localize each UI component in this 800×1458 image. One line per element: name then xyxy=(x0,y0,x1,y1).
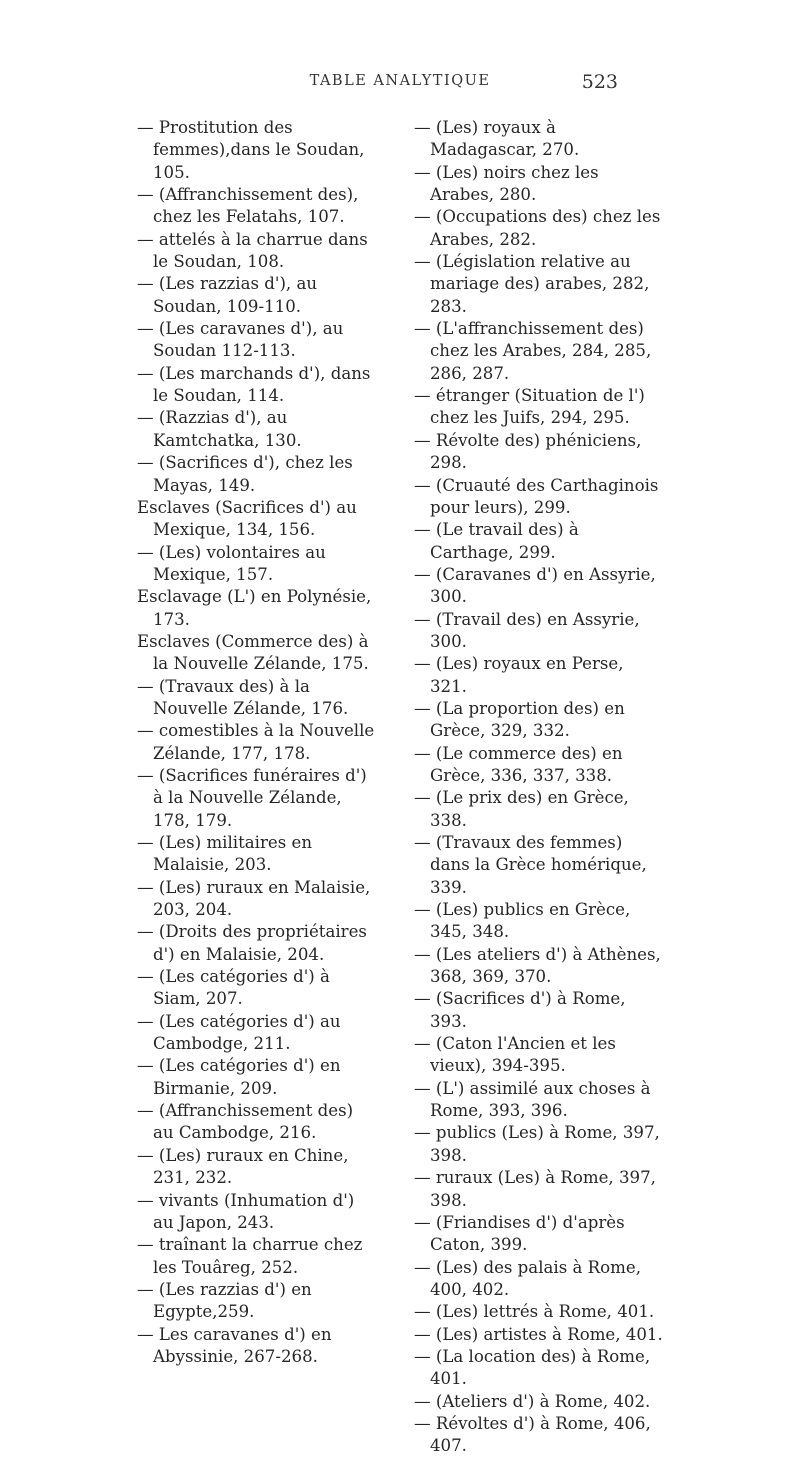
index-entry: — (L') assimilé aux choses à Rome, 393, 396. xyxy=(414,1078,651,1121)
index-entry: — (Les) artistes à Rome, 401. xyxy=(414,1324,663,1344)
index-entry: — (Les) ruraux en Chine, 231, 232. xyxy=(137,1145,349,1188)
index-entry: — (Friandises d') d'après Caton, 399. xyxy=(414,1212,625,1255)
index-entry: — (L'affranchissement des) chez les Arabes, 284, 285, 286, 287. xyxy=(414,319,652,383)
index-entry: — (Occupations des) chez les Arabes, 282. xyxy=(414,207,661,249)
index-entry: — publics (Les) à Rome, 397, 398. xyxy=(414,1123,660,1165)
index-entry: — vivants (Inhumation d') au Japon, 243. xyxy=(137,1190,355,1232)
left-column xyxy=(137,117,377,1368)
index-entry: — (Les catégories d') en Birmanie, 209. xyxy=(137,1056,341,1098)
index-entry: — (Le travail des) à Carthage, 299. xyxy=(414,520,579,562)
index-entry: — (Les marchands d'), dans le Soudan, 114. xyxy=(137,363,371,406)
index-entry: — (Travail des) en Assyrie, 300. xyxy=(414,609,640,651)
index-entry: — (La proportion des) en Grèce, 329, 332. xyxy=(414,698,625,741)
index-entry: — (Les) publics en Grèce, 345, 348. xyxy=(414,900,631,942)
index-entry: — (Droits des propriétaires d') en Malaisie, 204. xyxy=(137,922,367,964)
index-entry: — (Travaux des) à la Nouvelle Zélande, 176. xyxy=(137,676,349,718)
index-entry: — Prostitution des femmes),dans le Soudan, 105. xyxy=(137,118,365,182)
index-entry: — (Caton l'Ancien et les vieux), 394-395. xyxy=(414,1034,616,1076)
index-entry: Esclavage (L') en Polynésie, 173. xyxy=(137,587,372,629)
index-entry: — Les caravanes d') en Abyssinie, 267-268. xyxy=(137,1324,332,1366)
index-entry: — (Les catégories d') au Cambodge, 211. xyxy=(137,1011,341,1054)
index-entry: — (Sacrifices d'), chez les Mayas, 149. xyxy=(137,453,353,495)
index-entry: — (Razzias d'), au Kamtchatka, 130. xyxy=(137,408,302,450)
index-entry: — (Affranchissement des) au Cambodge, 216. xyxy=(137,1101,354,1143)
index-entry: — (Travaux des femmes) dans la Grèce homérique, 339. xyxy=(414,833,647,897)
index-entry: — (Le commerce des) en Grèce, 336, 337, 338. xyxy=(414,743,623,785)
index-entry: — (Sacrifices d') à Rome, 393. xyxy=(414,989,626,1031)
index-entry: — (Sacrifices funéraires d') à la Nouvelle Zélande, 178, 179. xyxy=(137,765,367,830)
index-entry: — (Caravanes d') en Assyrie, 300. xyxy=(414,564,656,607)
index-entry: — (Les) militaires en Malaisie, 203. xyxy=(137,833,313,875)
index-entry: Esclaves (Commerce des) à la Nouvelle Zélande, 175. xyxy=(137,631,369,674)
index-entry: — (Les) royaux en Perse, 321. xyxy=(414,654,624,696)
index-entry: Esclaves (Sacrifices d') au Mexique, 134, 156. xyxy=(137,497,357,540)
index-entry: — (Les) ruraux en Malaisie, 203, 204. xyxy=(137,877,371,920)
index-entry: — (Les catégories d') à Siam, 207. xyxy=(137,967,330,1009)
index-entry: — (Cruauté des Carthaginois pour leurs), 299. xyxy=(414,475,659,517)
index-entry: — (Affranchissement des), chez les Felatahs, 107. xyxy=(137,185,359,227)
index-entry: — (Les razzias d') en Egypte,259. xyxy=(137,1279,312,1322)
index-entry: — traînant la charrue chez les Touâreg, 252. xyxy=(137,1235,363,1277)
index-entry: — attelés à la charrue dans le Soudan, 108. xyxy=(137,229,368,272)
page-number: 523 xyxy=(581,71,618,93)
index-entry: — (Les razzias d'), au Soudan, 109-110. xyxy=(137,274,318,316)
index-entry: — Révolte des) phéniciens, 298. xyxy=(414,430,642,473)
index-entry: — (Les caravanes d'), au Soudan 112-113. xyxy=(137,319,344,361)
index-entry: — (Les) des palais à Rome, 400, 402. xyxy=(414,1257,641,1299)
index-entry: — (Législation relative au mariage des) arabes, 282, 283. xyxy=(414,252,650,316)
index-entry: — (Ateliers d') à Rome, 402. xyxy=(414,1391,651,1411)
index-entry: — (Les) volontaires au Mexique, 157. xyxy=(137,542,326,584)
index-entry: — ruraux (Les) à Rome, 397, 398. xyxy=(414,1168,656,1210)
index-entry: — (Le prix des) en Grèce, 338. xyxy=(414,788,629,830)
running-title: TABLE ANALYTIQUE xyxy=(309,73,491,89)
index-entry: — (Les) royaux à Madagascar, 270. xyxy=(414,118,580,160)
index-entry: — (Les ateliers d') à Athènes, 368, 369, 370. xyxy=(414,944,661,987)
index-entry: — étranger (Situation de l') chez les Juifs, 294, 295. xyxy=(414,386,645,428)
index-entry: — Révoltes d') à Rome, 406, 407. xyxy=(414,1413,651,1456)
index-entry: — (Les) noirs chez les Arabes, 280. xyxy=(414,162,599,205)
index-entry: — (La location des) à Rome, 401. xyxy=(414,1346,651,1389)
index-entry: — comestibles à la Nouvelle Zélande, 177, 178. xyxy=(137,721,375,763)
right-column xyxy=(414,117,664,1458)
page-header xyxy=(0,73,800,97)
index-entry: — (Les) lettrés à Rome, 401. xyxy=(414,1302,655,1322)
